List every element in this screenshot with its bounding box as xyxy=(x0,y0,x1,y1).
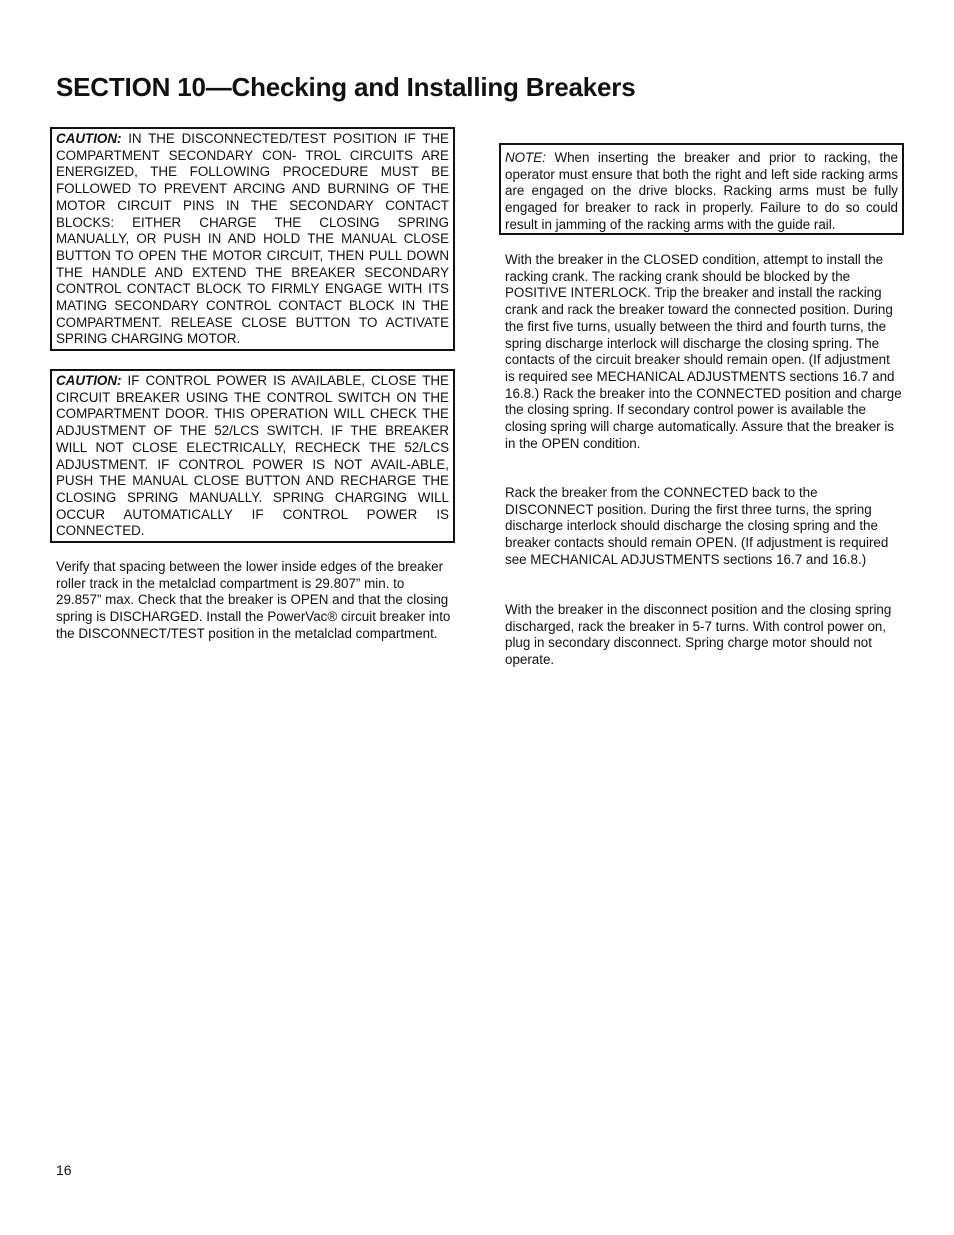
closed-condition-paragraph: With the breaker in the CLOSED condition, attempt to install the racking crank. The racking crank should be blocked by the POSITIVE INTERLOCK. Trip the breaker and install the racking crank and rack the breaker toward the connected position. During the first five turns, usually between the third and fourth turns, the spring discharge interlock will discharge the closing spring. The contacts of the circuit breaker should remain open. (If adjustment is required see MECHANICAL ADJUSTMENTS sections 16.7 and 16.8.) Rack the breaker into the CONNECTED position and charge the closing spring. If secondary control power is available the closing spring will charge automatically. Assure that the breaker is in the OPEN condition. xyxy=(505,252,902,451)
note-box-racking-arms xyxy=(499,143,904,235)
section-title: SECTION 10—Checking and Installing Breakers xyxy=(56,72,636,102)
rack-disconnect-paragraph: Rack the breaker from the CONNECTED back to the DISCONNECT position. During the first three turns, the spring discharge interlock should discharge the closing spring and the breaker contacts should remain OPEN. (If adjustment is required see MECHANICAL ADJUSTMENTS sections 16.7 and 16.8.) xyxy=(505,485,889,567)
caution-box-disconnected-test xyxy=(50,127,455,351)
disconnect-position-paragraph: With the breaker in the disconnect position and the closing spring discharged, rack the breaker in 5-7 turns. With control power on, plug in secondary disconnect. Spring charge motor should not operate. xyxy=(505,602,892,668)
verify-spacing-paragraph: Verify that spacing between the lower inside edges of the breaker roller track in the metalclad compartment is 29.807” min. to 29.857” max. Check that the breaker is OPEN and that the closing spring is DISCHARGED. Install the PowerVac® circuit breaker into the DISCONNECT/TEST position in the metalclad compartment. xyxy=(56,559,451,641)
caution-label: CAUTION: xyxy=(56,131,122,146)
caution-text: IN THE DISCONNECTED/TEST POSITION IF THE COMPARTMENT SECONDARY CON- TROL CIRCUITS ARE ENERGIZED, THE FOLLOWING PROCEDURE MUST BE FOLLOWED TO PREVENT ARCING AND BURNING OF THE MOTOR CIRCUIT PINS IN THE SECONDARY CONTACT BLOCKS: EITHER CHARGE THE CLOSING SPRING MANUALLY, OR PUSH IN AND HOLD THE MANUAL CLOSE BUTTON TO OPEN THE MOTOR CIRCUIT, THEN PULL DOWN THE HANDLE AND EXTEND THE BREAKER SECONDARY CONTROL CONTACT BLOCK TO FIRMLY ENGAGE WITH ITS MATING SECONDARY CONTROL CONTACT BLOCK IN THE COMPARTMENT. RELEASE CLOSE BUTTON TO ACTIVATE SPRING CHARGING MOTOR. xyxy=(56,131,449,347)
note-text: When inserting the breaker and prior to racking, the operator must ensure that both the right and left side racking arms are engaged on the drive blocks. Racking arms must be fully engaged for breaker to rack in properly. Failure to do so could result in jamming of the racking arms with the guide rail. xyxy=(505,150,898,232)
caution-label: CAUTION: xyxy=(56,373,122,388)
caution-box-control-power xyxy=(50,369,455,543)
note-label: NOTE: xyxy=(505,150,546,165)
caution-text: IF CONTROL POWER IS AVAILABLE, CLOSE THE CIRCUIT BREAKER USING THE CONTROL SWITCH ON THE COMPARTMENT DOOR. THIS OPERATION WILL CHECK THE ADJUSTMENT OF THE 52/LCS SWITCH. IF THE BREAKER WILL NOT CLOSE ELECTRICALLY, RECHECK THE 52/LCS ADJUSTMENT. IF CONTROL POWER IS NOT AVAIL-ABLE, PUSH THE MANUAL CLOSE BUTTON AND RECHARGE THE CLOSING SPRING MANUALLY. SPRING CHARGING WILL OCCUR AUTOMATICALLY IF CONTROL POWER IS CONNECTED. xyxy=(56,373,449,539)
page-number: 16 xyxy=(56,1162,72,1178)
